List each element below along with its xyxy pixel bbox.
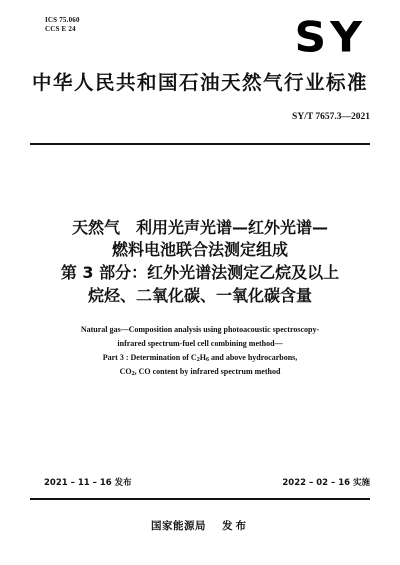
carbon-subscript: 2 [196, 357, 200, 363]
title-en-line-2: infrared spectrum-fuel cell combining method— [117, 339, 283, 348]
title-en-line-4-suffix: , CO content by infrared spectrum method [134, 367, 281, 376]
title-cn-line-3: 第 3 部分：红外光谱法测定乙烷及以上 [60, 263, 340, 282]
sy-logo: SY [294, 13, 366, 62]
issuer-name: 国家能源局 [151, 520, 206, 532]
ics-code: ICS 75.060 [45, 16, 80, 24]
ccs-code: CCS E 24 [45, 25, 76, 33]
title-en-line-4-prefix: CO [119, 367, 132, 376]
issuer-line [0, 519, 400, 533]
title-en-line-3-prefix: Part 3 : Determination of C [102, 353, 197, 362]
top-divider [30, 143, 370, 145]
organization-title: 中华人民共和国石油天然气行业标准 [31, 71, 368, 94]
title-en-line-3 [0, 353, 400, 365]
oxygen-subscript: 2 [131, 371, 135, 377]
standard-number: SY/T 7657.3—2021 [292, 112, 370, 122]
title-en-line-3-suffix: and above hydrocarbons, [208, 353, 298, 362]
title-cn-line-2: 燃料电池联合法测定组成 [111, 240, 288, 259]
bottom-divider [30, 498, 370, 500]
title-en-line-1: Natural gas—Composition analysis using photoacoustic spectroscopy- [80, 325, 320, 334]
implementation-date: 2022 – 02 – 16 实施 [282, 478, 370, 488]
title-cn-line-1: 天然气 利用光声光谱—红外光谱— [71, 218, 328, 237]
title-cn-line-4: 烷烃、二氧化碳、一氧化碳含量 [87, 286, 312, 305]
title-en-line-4 [0, 367, 400, 379]
issuer-action: 发布 [222, 520, 249, 532]
issue-date: 2021 – 11 – 16 发布 [44, 478, 132, 488]
hydrogen-subscript: 6 [205, 357, 209, 363]
title-en-line-3-mid: H [199, 353, 206, 362]
